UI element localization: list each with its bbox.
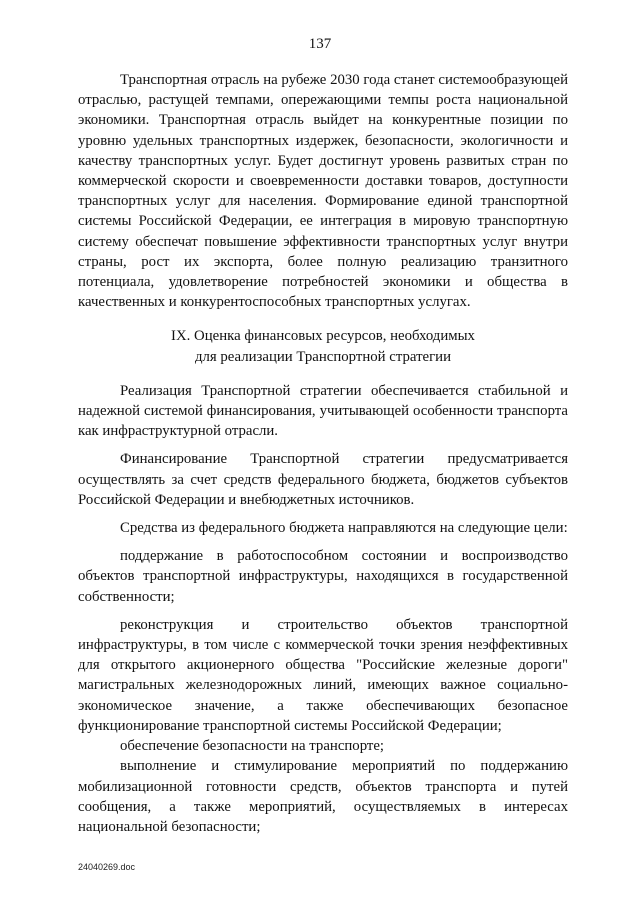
document-body — [78, 70, 568, 837]
list-item-reconstruction: реконструкция и строительство объектов транспортной инфраструктуры, в том числе с коммерческой точки зрения неэффективных для открытого акционерного общества "Российские железные дороги" магистральных железнодорожных линий, имеющих важное социально-экономическое значение, а также обеспечивающих безопасное функционирование транспортной системы Российской Федерации; — [78, 616, 568, 734]
paragraph-financing-sources: Финансирование Транспортной стратегии предусматривается осуществлять за счет средств федерального бюджета, бюджетов субъектов Российской Федерации и внебюджетных источников. — [78, 451, 568, 508]
list-item-maintenance: поддержание в работоспособном состоянии и воспроизводство объектов транспортной инфраструктуры, находящихся в государственной собственности; — [78, 548, 568, 605]
footer-filename: 24040269.doc — [78, 862, 136, 872]
paragraph-financing-system: Реализация Транспортной стратегии обеспечивается стабильной и надежной системой финансирования, учитывающей особенности транспорта как инфраструктурной отрасли. — [78, 382, 568, 440]
paragraph-transport-vision: Транспортная отрасль на рубеже 2030 года станет системообразующей отраслью, растущей темпами, опережающими темпы роста национальной экономики. Транспортная отрасль выйдет на конкурентные позиции по уровню удельных транспортных издержек, безопасности, экологичности и качеству транспортных услуг. Будет достигнут уровень развитых стран по коммерческой скорости и своевременности доставки товаров, доступности транспортных услуг для населения. Формирование единой транспортной системы Российской Федерации, ее интеграция в мировую транспортную систему обеспечат повышение эффективности транспортных услуг внутри страны, рост их экспорта, более полную реализацию транзитного потенциала, удовлетворение потребностей экономики и общества в качественных и конкурентоспособных транспортных услугах. — [78, 72, 568, 311]
section-heading-line2: для реализации Транспортной стратегии — [194, 348, 452, 365]
list-item-safety: обеспечение безопасности на транспорте; — [120, 738, 385, 755]
paragraph-federal-budget-goals: Средства из федерального бюджета направляются на следующие цели: — [120, 520, 568, 537]
section-heading — [78, 326, 568, 366]
page-number: 137 — [308, 36, 332, 52]
section-heading-line1: IX. Оценка финансовых ресурсов, необходимых — [171, 328, 475, 345]
list-item-mobilization: выполнение и стимулирование мероприятий по поддержанию мобилизационной готовности средств, объектов транспорта и путей сообщения, а также мероприятий, осуществляемых в интересах национальной безопасности; — [78, 758, 568, 835]
